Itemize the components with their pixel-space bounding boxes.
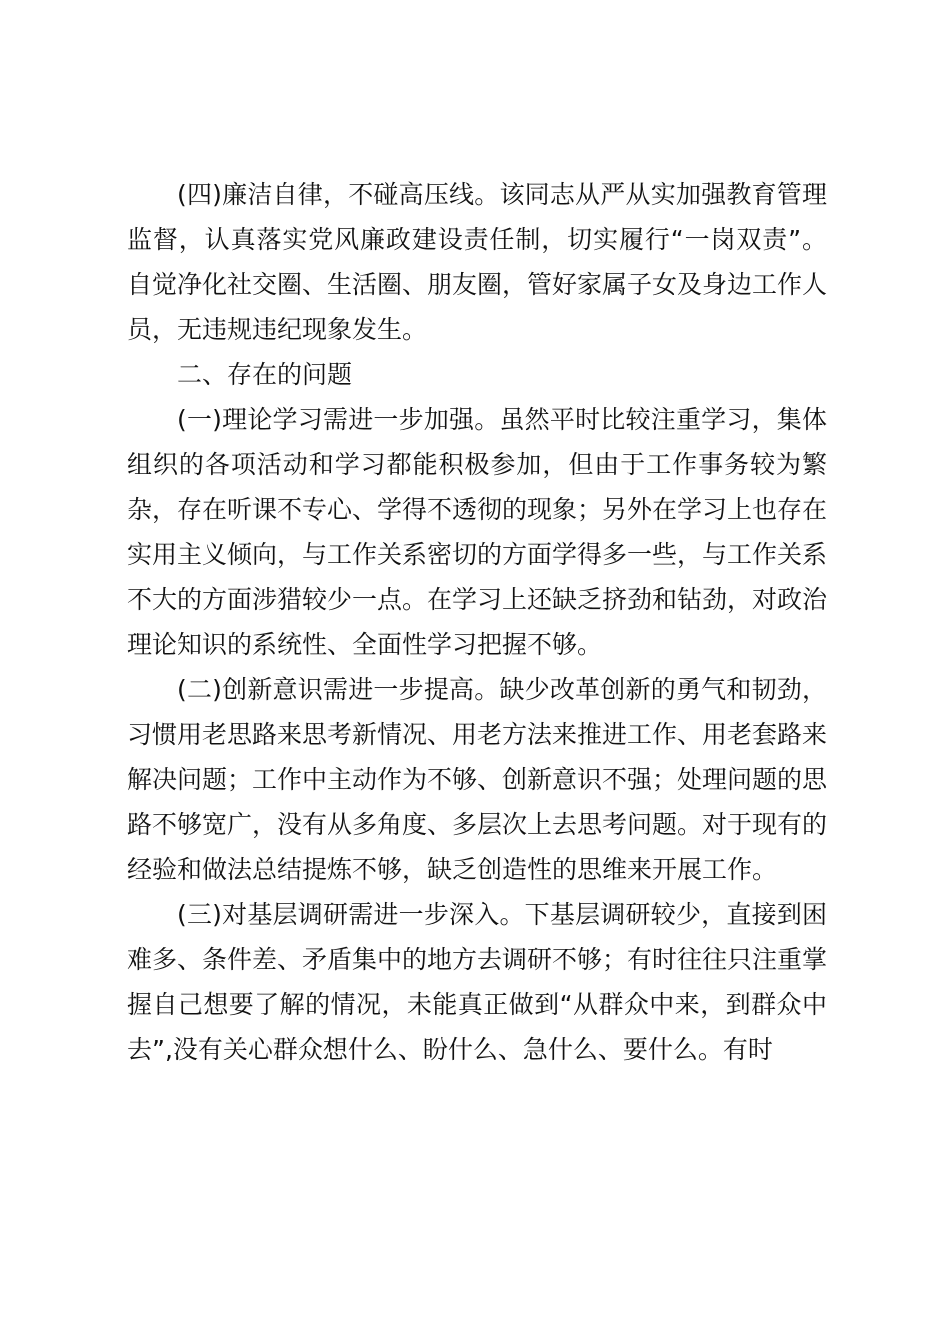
paragraph-grassroots-research: (三)对基层调研需进一步深入。下基层调研较少，直接到困难多、条件差、矛盾集中的地方去调研不够；有时往往只注重掌握自己想要了解的情况，未能真正做到“从群众中来，到群众中去”,没有关心群众想什么、盼什么、急什么、要什么。有时 [127,900,828,1064]
section-heading-problems: 二、存在的问题 [177,360,353,389]
paragraph-theory-study: (一)理论学习需进一步加强。虽然平时比较注重学习，集体组织的各项活动和学习都能积极参加，但由于工作事务较为繁杂，存在听课不专心、学得不透彻的现象；另外在学习上也存在实用主义倾向，与工作关系密切的方面学得多一些，与工作关系不大的方面涉猎较少一点。在学习上还缺乏挤劲和钻劲，对政治理论知识的系统性、全面性学习把握不够。 [127,405,828,659]
paragraph-innovation: (二)创新意识需进一步提高。缺少改革创新的勇气和韧劲，习惯用老思路来思考新情况、用老方法来推进工作、用老套路来解决问题；工作中主动作为不够、创新意识不强；处理问题的思路不够宽广，没有从多角度、多层次上去思考问题。对于现有的经验和做法总结提炼不够，缺乏创造性的思维来开展工作。 [127,675,828,884]
paragraph-integrity: (四)廉洁自律，不碰高压线。该同志从严从实加强教育管理监督，认真落实党风廉政建设责任制，切实履行“一岗双责”。自觉净化社交圈、生活圈、朋友圈，管好家属子女及身边工作人员，无违规违纪现象发生。 [127,180,828,344]
document-body [127,172,827,1072]
